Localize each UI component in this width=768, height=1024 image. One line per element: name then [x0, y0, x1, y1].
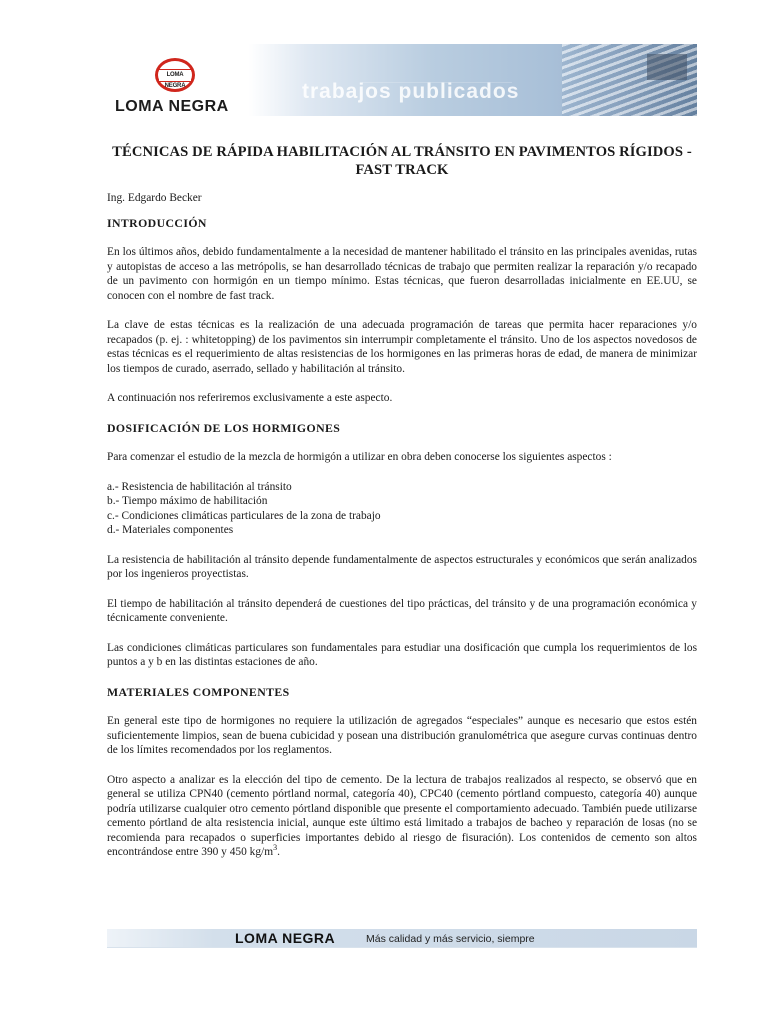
paragraph-text: Otro aspecto a analizar es la elección del tipo de cemento. De la lectura de trabajos realizados al respecto, se observó que en general se utiliza CPN40 (cemento pórtland normal, categoría 40), CPC40 (cemento pórtland compuesto, categoría 40) aunque podría utilizarse cualquier otro cemento pórtland disponible que presente el comportamiento adecuado. También puede utilizarse cemento pórtland de alta resistencia inicial, aunque este último está limitado a trabajos de bacheo y reparación de losas (no se recomienda para recapados o superficies importantes debido al riesgo de fisuración). Los contenidos de cemento son altos encontrándose entre 390 y 450 kg/m	[107, 773, 697, 858]
header-banner	[107, 44, 697, 116]
superscript: 3	[273, 843, 278, 853]
list-item: a.- Resistencia de habilitación al tránsito	[107, 480, 292, 493]
logo-badge-icon	[155, 58, 195, 92]
banner-photo	[562, 44, 697, 116]
paragraph: El tiempo de habilitación al tránsito dependerá de cuestiones del tipo prácticas, del tránsito y de una programación económica y técnicamente conveniente.	[107, 597, 697, 624]
paragraph: Para comenzar el estudio de la mezcla de hormigón a utilizar en obra deben conocerse los siguientes aspectos :	[107, 451, 612, 463]
list-item: c.- Condiciones climáticas particulares de la zona de trabajo	[107, 509, 381, 522]
paragraph: La clave de estas técnicas es la realización de una adecuada programación de tareas que permita hacer reparaciones y/o recapados (p. ej. : whitetopping) de los pavimentos sin interrumpir completamente el tránsito. Uno de los aspectos novedosos de estas técnicas es el requerimiento de altas resistencias de los hormigones en las primeras horas de edad, de manera de minimizar los tiempos de curado, aserrado, sellado y habilitación al tránsito.	[107, 319, 697, 375]
footer-slogan: Más calidad y más servicio, siempre	[366, 933, 535, 945]
paragraph: En los últimos años, debido fundamentalmente a la necesidad de mantener habilitado el tránsito en las principales avenidas, rutas y autopistas de acceso a las metrópolis, se han desarrollado técnicas de trabajo que permiten realizar la reparación y/o recapado de un pavimento con hormigón en un tiempo mínimo. Estas técnicas, que fueron desarrolladas inicialmente en EE.UU, se conocen con el nombre de fast track.	[107, 246, 697, 302]
paragraph: La resistencia de habilitación al tránsito depende fundamentalmente de aspectos estructurales y económicos que serán analizados por los ingenieros proyectistas.	[107, 553, 697, 580]
logo-badge-text: LOMA NEGRA	[159, 69, 191, 82]
banner-title: trabajos publicados	[302, 80, 520, 103]
author: Ing. Edgardo Becker	[107, 192, 202, 204]
paragraph: En general este tipo de hormigones no requiere la utilización de agregados “especiales” aunque es necesario que estos estén suficientemente limpios, sean de buena cubicidad y posean una distribución granulométrica que asegure curvas continuas dentro de los límites recomendados por los reglamentos.	[107, 715, 697, 756]
footer-divider	[107, 947, 697, 948]
paragraph-end: .	[277, 846, 280, 858]
company-logo	[107, 44, 247, 116]
section-heading-materiales: MATERIALES COMPONENTES	[107, 684, 290, 699]
document-body	[107, 143, 697, 875]
section-heading-introduccion: INTRODUCCIÓN	[107, 215, 207, 230]
list-item: b.- Tiempo máximo de habilitación	[107, 495, 268, 507]
aspects-list	[107, 480, 697, 538]
paragraph: Las condiciones climáticas particulares son fundamentales para estudiar una dosificación que cumpla los requerimientos de los puntos a y b en las distintas estaciones de año.	[107, 641, 697, 668]
list-item: d.- Materiales componentes	[107, 524, 234, 536]
footer-banner	[107, 929, 697, 947]
document-title: TÉCNICAS DE RÁPIDA HABILITACIÓN AL TRÁNSITO EN PAVIMENTOS RÍGIDOS - FAST TRACK	[112, 144, 692, 178]
logo-name: LOMA NEGRA	[115, 98, 229, 115]
section-heading-dosificacion: DOSIFICACIÓN DE LOS HORMIGONES	[107, 420, 341, 435]
footer-brand: LOMA NEGRA	[235, 930, 336, 946]
paragraph: A continuación nos referiremos exclusivamente a este aspecto.	[107, 392, 393, 404]
paragraph	[107, 773, 697, 860]
